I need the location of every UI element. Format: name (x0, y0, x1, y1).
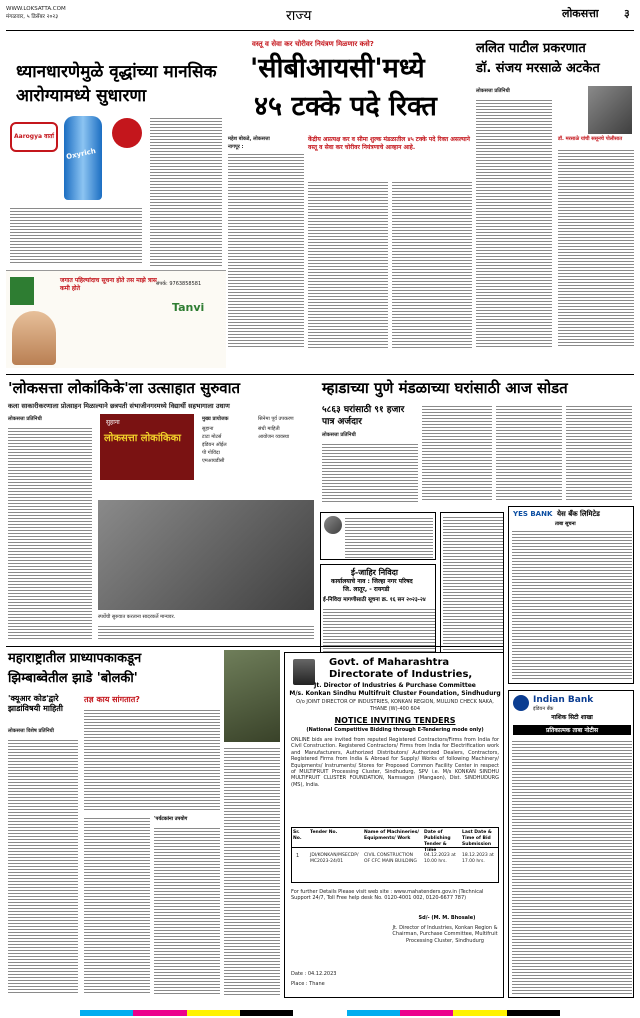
td-last-date: 18.12.2023 at 17.00 hrs. (462, 853, 494, 864)
govt-emblem (293, 659, 315, 685)
article-body (150, 116, 222, 266)
venue-3: आयोजन व्यवस्था (258, 434, 290, 440)
water-bottle (64, 116, 102, 200)
headline: म्हाडाच्या पुणे मंडळाच्या घरांसाठी आज सोडत (322, 379, 568, 397)
col-2 (84, 708, 220, 810)
col-2 (308, 180, 388, 350)
notice-text (345, 516, 433, 558)
kicker: वस्तू व सेवा कर चोरीवर नियंत्रण मिळणार कसे? (252, 40, 374, 48)
notice-title: ई-जाहिर निविदा (351, 568, 398, 577)
kicker: तज्ञ काय सांगतात? (84, 695, 140, 704)
td-tender-no: JDI/KONKAN/MSECDP/ MC2023-24/01 (310, 853, 359, 864)
notice-indian-bank (508, 690, 634, 998)
issue-date: मंगळवार, ५ डिसेंबर २०२३ (6, 14, 59, 20)
tanvi-brand: Tanvi (172, 301, 205, 314)
col-1 (8, 738, 78, 994)
bank-logo-icon (513, 695, 529, 711)
sponsor-name: सुहाना (106, 419, 120, 426)
notice-place: Place : Thane (291, 981, 325, 987)
sponsors-title: मुख्य प्रायोजक (202, 416, 229, 422)
headline-line2: ४५ टक्के पदे रिक्त (254, 91, 437, 122)
notice-body: ONLINE bids are invited from reputed Registered Contractors/Firms from India for Civil Construction. Registered Contractors/ Firms from India for Electrification work and Manufacturers, Authorized Distributors/ Authorized Dealers, Contractors, Registered Firms from India & Abroad for Supply/ Works of following Machinery/ Equipments/ Instruments/ Stores for Proposed Common Facility Center in respect of MULTIFRUIT Processing Cluster, Sindhudurg, SPV i.e. M/s KONKAN SINDHU MULTIFRUIT CLUSTER FOUNDATION, Namsagon (Mangaon), Dist. SINDHUDURG (MS), India. (291, 737, 499, 788)
bank-subtitle: इंडियन बँक (533, 706, 554, 712)
print-color-bar (80, 1010, 560, 1016)
notice-body (512, 739, 632, 995)
section-name: राज्य (286, 8, 312, 24)
headline: 'लोकसत्ता लोकांकिके'ला उत्साहात सुरुवात (8, 379, 241, 397)
title-1: Govt. of Maharashtra (329, 657, 450, 668)
title-2: Directorate of Industries, (329, 669, 473, 680)
td-sr: 1 (296, 853, 300, 859)
quality-badge (112, 118, 142, 148)
notice-number: ई-निविदा मागणीसाठी सूचना क्र. १६ सन २०२३-२४ (323, 597, 426, 603)
headline: ध्यानधारणेमुळे वृद्धांच्या मानसिक आरोग्यामध्ये सुधारणा (16, 62, 217, 106)
subsection: 'पर्यटकांना उपयोग (154, 816, 188, 822)
person-photo (12, 311, 56, 365)
notice-govt (284, 652, 504, 998)
ad-tanvi (6, 270, 226, 368)
article-mhada (320, 378, 634, 504)
ad-oxyrich (6, 116, 146, 266)
th-tender-no: Tender No. (310, 830, 338, 835)
tanvi-contact: संपर्क: 9763858581 (156, 281, 202, 287)
col-4 (566, 404, 632, 502)
venue-2: संधी माहिती (258, 426, 280, 432)
notice-emblem (324, 516, 342, 534)
notice-type: ताबा सूचना (555, 521, 576, 527)
headline-line2: डॉ. संजय मरसाळे अटकेत (476, 61, 600, 76)
col-4 (154, 826, 220, 994)
headline-line1: 'सीबीआयसी'मध्ये (250, 53, 425, 84)
article-patil (476, 36, 634, 372)
bank-logo: YES BANK (513, 510, 553, 518)
sponsor-5: एमआयडीसी (202, 458, 225, 464)
notice-sub: (National Competitive Bidding through E-Tendering mode only) (306, 727, 484, 733)
notice-small (320, 512, 436, 560)
badge-text: Aarogya वार्ता (14, 133, 54, 140)
headline-line1: ललित पाटील प्रकरणात (476, 41, 586, 56)
summary-box: केंद्रीय अप्रत्यक्ष कर व सीमा शुल्क मंडळातील ४५ टक्के पदे रिक्त असल्याने वस्तू व सेवा कर चोरीवर नियंत्रणाचे आव्हान आहे. (308, 136, 470, 151)
byline: लोकसत्ता प्रतिनिधी (322, 432, 356, 438)
col-2 (558, 148, 634, 348)
table-header-row (292, 828, 498, 853)
signatory-title: Jt. Director of Industries, Konkan Region & Chairman, Purchase Committee, Multifruit Processing Cluster, Sindhudurg (392, 925, 498, 944)
title-4: M/s. Konkan Sindhu Multifruit Cluster Foundation, Sindhudurg (289, 690, 501, 697)
section-rule-1 (6, 374, 634, 375)
title-3: Jt. Director of Industries & Purchase Committee (314, 682, 476, 689)
side-headline: 'क्यूआर कोड'द्वारे झाडांविषयी माहिती (8, 694, 63, 713)
col-2 (98, 624, 314, 640)
newspaper-logo: लोकसत्ता (562, 7, 599, 20)
signatory-name: Sd/- (M. M. Bhosale) (418, 915, 476, 921)
sponsor-2: टाटा मोटर्स (202, 434, 222, 440)
aarogya-logo (10, 122, 58, 152)
website-url: WWW.LOKSATTA.COM (6, 6, 66, 12)
ad-copy (10, 206, 142, 264)
th-name: Name of Machineries/ Equipments/ Work (364, 830, 420, 841)
notice-body (512, 529, 632, 681)
article-lokankika (6, 378, 316, 644)
sponsor-1: सुहाना (202, 426, 214, 432)
header-rule (6, 30, 634, 31)
td-publish: 04.12.2023 at 10.00 hrs. (424, 853, 456, 864)
th-publish: Date of Publishing Tender & Time (424, 830, 451, 853)
th-sr: Sr. No. (293, 830, 302, 841)
lokankika-logo (100, 414, 194, 480)
col-3 (84, 816, 150, 994)
notice-office: कार्यालयाचे नाव : जिल्हा नगर परिषद (331, 578, 413, 585)
tanvi-product-icon (10, 277, 34, 305)
tender-table (291, 827, 499, 883)
th-last-date: Last Date & Time of Bid Submission (462, 830, 492, 847)
title-6: THANE (W)-400 604 (369, 706, 421, 712)
page-number: ३ (624, 7, 630, 20)
notice-type (513, 725, 631, 735)
bottle-brand: Oxyrich (65, 146, 97, 162)
col-3 (496, 404, 562, 502)
article-professor-col-5 (224, 746, 280, 996)
sponsor-4: पी गोविंदा (202, 450, 220, 456)
sponsor-3: इंडियन ऑईल (202, 442, 227, 448)
notice-yes-bank (508, 506, 634, 684)
tanvi-copy: जगात पहिल्यांदाच सूचना होते तस माझे त्रास कमी होते (60, 277, 157, 292)
notice-district: जि. लातूर, - रायगडी (343, 586, 390, 593)
byline: लोकसत्ता विशेष प्रतिनिधी (8, 728, 54, 734)
table-row (292, 849, 498, 883)
photo-caption: स्पर्धेची सुरुवात करताना सादरकर्ते मान्यवर. (98, 614, 176, 620)
venue-1: सिनेमा पूर्व उपकरण (258, 416, 294, 422)
byline: लोकसत्ता प्रतिनिधी (8, 416, 42, 422)
col-1 (322, 442, 418, 502)
bank-name: Indian Bank (533, 695, 594, 705)
title-5: O/o JOINT DIRECTOR OF INDUSTRIES, KONKAN REGION, MULUND CHECK NAKA, (296, 699, 494, 705)
col-3 (392, 180, 472, 350)
notice-heading: NOTICE INVITING TENDERS (334, 716, 456, 725)
col-1 (8, 426, 92, 640)
notice-tender (320, 564, 436, 656)
notice-date: Date : 04.12.2023 (291, 971, 337, 977)
notice-mid (440, 512, 504, 656)
headline-line2: झिम्बाब्वेतील झाडे 'बोलकी' (8, 671, 138, 686)
col-1 (476, 98, 552, 348)
city: नागपूर : (228, 144, 244, 150)
tree-photo (224, 650, 280, 742)
col-1 (228, 152, 304, 348)
article-cbi (228, 36, 472, 372)
footer-note: For further Details Please visit web site : www.mahatenders.gov.in (Technical Support 24/7, Toll Free help desk No. 0120-4001 002, 0120-6677 787) (291, 889, 484, 902)
stage-photo (98, 500, 314, 610)
byline: लोकसत्ता प्रतिनिधी (476, 88, 510, 94)
col-2 (422, 404, 492, 502)
subhead: ५८६३ घरांसाठी ९१ हजार पात्र अर्जदार (322, 405, 405, 427)
td-name: CIVIL CONSTRUCTION OF CFC MAIN BUILDING (364, 853, 417, 864)
photo-caption: डॉ. मरसाळे यांची ससूनचे पोलीसात (558, 136, 623, 142)
headline-line1: महाराष्ट्रातील प्राध्यापकाकडून (8, 651, 142, 666)
bank-title: येस बँक लिमिटेड (557, 510, 600, 518)
article-elderly (6, 36, 224, 372)
article-professor (6, 650, 222, 998)
notice-type-text: प्रतिकात्मक ताबा नोटीस (545, 727, 599, 734)
logo-text: लोकसत्ता लोकांकिका (104, 433, 181, 444)
byline: महेश बोकडे, लोकसत्ता (228, 136, 270, 142)
person-photo (588, 86, 632, 134)
bank-branch: नाशिक सिटी शाखा (551, 714, 593, 721)
notice-text (443, 515, 503, 655)
section-rule-2 (6, 646, 504, 647)
subhead: कला साकारीकरणाला प्रोत्साहन मिळाल्याने छत्रपती संभाजीनगरमध्ये विद्यार्थी सहभागाला उधाण (8, 402, 230, 410)
